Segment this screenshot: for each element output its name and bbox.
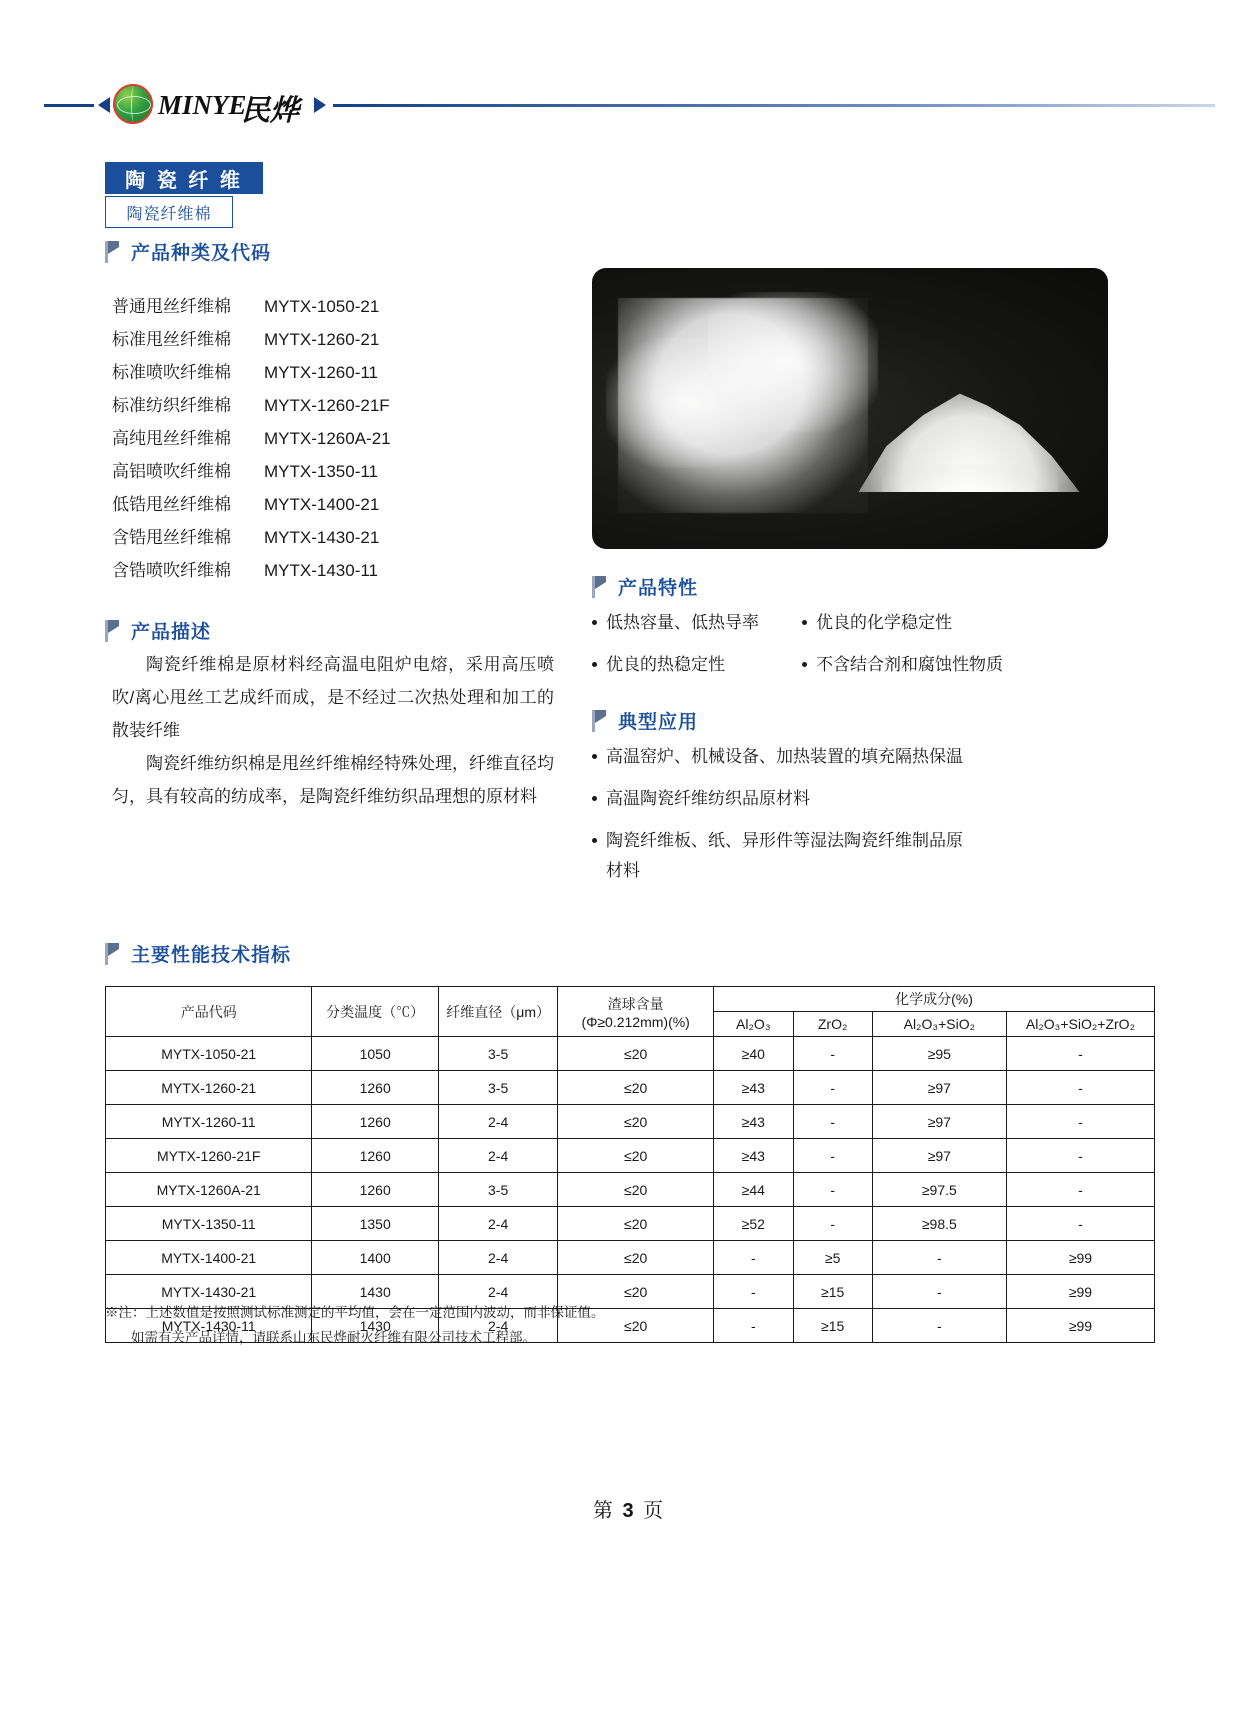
- cell-al2o3-sio2: ≥98.5: [872, 1207, 1006, 1241]
- cell-code: MYTX-1260-21: [106, 1071, 312, 1105]
- cell-zro2: -: [793, 1105, 872, 1139]
- cell-al2o3-sio2-zro2: ≥99: [1006, 1241, 1154, 1275]
- table-row: [106, 1037, 1155, 1071]
- flag-bullet-icon: [105, 241, 119, 263]
- section-heading-codes: [105, 238, 271, 265]
- cell-diameter: 2-4: [438, 1105, 557, 1139]
- list-item: [112, 462, 542, 482]
- th-temperature: 分类温度（℃）: [312, 987, 438, 1037]
- bullet-dot-icon: [592, 662, 597, 667]
- code-name: 标准甩丝纤维棉: [112, 330, 231, 349]
- code-value: MYTX-1260-21: [264, 330, 380, 349]
- section-heading-description: [105, 617, 211, 644]
- code-value: MYTX-1260-11: [264, 363, 379, 382]
- cell-zro2: ≥15: [793, 1309, 872, 1343]
- product-code-list: [112, 297, 542, 594]
- th-al2o3-sio2: Al₂O₃+SiO₂: [872, 1012, 1006, 1037]
- cell-al2o3-sio2-zro2: -: [1006, 1207, 1154, 1241]
- application-text: 高温窑炉、机械设备、加热装置的填充隔热保温: [606, 747, 963, 766]
- logo-text-cn: 民烨: [241, 95, 300, 127]
- section-label: 典型应用: [618, 712, 699, 733]
- cell-al2o3: ≥52: [714, 1207, 794, 1241]
- cell-al2o3-sio2: ≥97: [872, 1139, 1006, 1173]
- list-item: [592, 650, 1112, 680]
- cell-al2o3: -: [714, 1275, 794, 1309]
- cell-ball: ≤20: [558, 1309, 714, 1343]
- table-row: [106, 1139, 1155, 1173]
- code-value: MYTX-1260A-21: [264, 429, 391, 448]
- th-product-code: 产品代码: [106, 987, 312, 1037]
- th-al2o3-sio2-zro2: Al₂O₃+SiO₂+ZrO₂: [1006, 1012, 1154, 1037]
- table-row: [106, 1071, 1155, 1105]
- cell-al2o3-sio2: ≥97: [872, 1071, 1006, 1105]
- cell-diameter: 2-4: [438, 1241, 557, 1275]
- feature-text: 优良的热稳定性: [606, 655, 725, 674]
- table-row: [106, 1173, 1155, 1207]
- cell-al2o3-sio2-zro2: ≥99: [1006, 1275, 1154, 1309]
- header-rule-left: [44, 104, 94, 107]
- cell-zro2: -: [793, 1173, 872, 1207]
- cell-al2o3-sio2: ≥97: [872, 1105, 1006, 1139]
- list-item: [112, 330, 542, 350]
- description-paragraph: 陶瓷纤维纺织棉是甩丝纤维棉经特殊处理，纤维直径均匀，具有较高的纺成率，是陶瓷纤维纺织品理想的原材料: [112, 754, 554, 806]
- list-item: [592, 826, 972, 886]
- cell-code: MYTX-1430-21: [106, 1275, 312, 1309]
- category-title: 陶 瓷 纤 维: [105, 162, 263, 194]
- list-item: [112, 561, 542, 581]
- cell-al2o3-sio2: -: [872, 1309, 1006, 1343]
- cell-al2o3: ≥43: [714, 1105, 794, 1139]
- code-value: MYTX-1430-21: [264, 528, 380, 547]
- bullet-dot-icon: [592, 754, 597, 759]
- cell-al2o3: -: [714, 1241, 794, 1275]
- cell-zro2: ≥15: [793, 1275, 872, 1309]
- cell-ball: ≤20: [558, 1241, 714, 1275]
- th-diameter: 纤维直径（μm）: [438, 987, 557, 1037]
- cell-al2o3: -: [714, 1309, 794, 1343]
- table-row: [106, 1241, 1155, 1275]
- flag-bullet-icon: [592, 576, 606, 598]
- cell-temp: 1260: [312, 1105, 438, 1139]
- cell-diameter: 2-4: [438, 1309, 557, 1343]
- globe-logo-icon: [113, 84, 153, 124]
- cell-al2o3-sio2-zro2: -: [1006, 1105, 1154, 1139]
- cell-al2o3: ≥43: [714, 1071, 794, 1105]
- footnote-line-2: 如需有关产品详情，请联系山东民烨耐火纤维有限公司技术工程部。: [131, 1330, 536, 1345]
- code-value: MYTX-1430-11: [264, 561, 379, 580]
- th-slag-ball-line2: (Φ≥0.212mm)(%): [581, 1013, 690, 1030]
- ceramic-fiber-wool: [618, 298, 868, 513]
- list-item: [592, 784, 972, 814]
- feature-text: 优良的化学稳定性: [816, 613, 952, 632]
- cell-al2o3-sio2: ≥95: [872, 1037, 1006, 1071]
- page-number: [0, 1494, 1258, 1523]
- cell-temp: 1400: [312, 1241, 438, 1275]
- flag-bullet-icon: [592, 710, 606, 732]
- application-text: 高温陶瓷纤维纺织品原材料: [606, 789, 810, 808]
- cell-diameter: 2-4: [438, 1275, 557, 1309]
- cell-temp: 1260: [312, 1173, 438, 1207]
- product-description: [112, 648, 554, 813]
- cell-diameter: 2-4: [438, 1139, 557, 1173]
- th-zro2: ZrO₂: [793, 1012, 872, 1037]
- th-chemical-group: 化学成分(%): [714, 987, 1155, 1012]
- th-al2o3: Al₂O₃: [714, 1012, 794, 1037]
- cell-temp: 1260: [312, 1071, 438, 1105]
- list-item: [112, 429, 542, 449]
- page-prefix: 第: [592, 1500, 615, 1522]
- flag-bullet-icon: [105, 943, 119, 965]
- page-header: [0, 76, 1258, 136]
- cell-code: MYTX-1260A-21: [106, 1173, 312, 1207]
- cell-al2o3: ≥43: [714, 1139, 794, 1173]
- triangle-left-icon: [98, 97, 110, 113]
- cell-diameter: 2-4: [438, 1207, 557, 1241]
- cell-ball: ≤20: [558, 1207, 714, 1241]
- category-subtitle: 陶瓷纤维棉: [105, 196, 233, 228]
- cell-zro2: -: [793, 1207, 872, 1241]
- cell-zro2: -: [793, 1071, 872, 1105]
- cell-diameter: 3-5: [438, 1173, 557, 1207]
- cell-temp: 1260: [312, 1139, 438, 1173]
- page-number-value: 3: [622, 1500, 636, 1522]
- cell-al2o3-sio2: ≥97.5: [872, 1173, 1006, 1207]
- description-paragraph: 陶瓷纤维棉是原材料经高温电阻炉电熔，采用高压喷吹/离心甩丝工艺成纤而成，是不经过二次热处理和加工的散装纤维: [112, 655, 554, 740]
- ceramic-fiber-powder: [854, 372, 1084, 492]
- application-text: 陶瓷纤维板、纸、异形件等湿法陶瓷纤维制品原材料: [606, 831, 963, 880]
- table-row: [106, 1105, 1155, 1139]
- code-name: 含锆甩丝纤维棉: [112, 528, 231, 547]
- cell-ball: ≤20: [558, 1071, 714, 1105]
- applications-list: [592, 742, 972, 898]
- list-item: [592, 742, 972, 772]
- code-value: MYTX-1350-11: [264, 462, 379, 481]
- bullet-dot-icon: [802, 662, 807, 667]
- section-label: 产品特性: [618, 578, 699, 599]
- cell-al2o3-sio2-zro2: -: [1006, 1173, 1154, 1207]
- cell-temp: 1430: [312, 1309, 438, 1343]
- logo-text-en: MINYE: [158, 90, 247, 120]
- section-heading-features: [592, 573, 698, 600]
- section-label: 产品描述: [131, 622, 212, 643]
- cell-temp: 1430: [312, 1275, 438, 1309]
- cell-al2o3: ≥44: [714, 1173, 794, 1207]
- cell-al2o3-sio2: -: [872, 1241, 1006, 1275]
- table-row: [106, 1207, 1155, 1241]
- bullet-dot-icon: [592, 838, 597, 843]
- code-value: MYTX-1260-21F: [264, 396, 390, 415]
- code-name: 含锆喷吹纤维棉: [112, 561, 231, 580]
- list-item: [112, 528, 542, 548]
- feature-text: 低热容量、低热导率: [606, 613, 759, 632]
- spec-table-wrapper: [105, 986, 1155, 1343]
- cell-al2o3-sio2-zro2: -: [1006, 1071, 1154, 1105]
- product-photo: [592, 268, 1108, 549]
- cell-temp: 1050: [312, 1037, 438, 1071]
- cell-zro2: -: [793, 1037, 872, 1071]
- th-slag-ball: [558, 987, 714, 1037]
- cell-al2o3-sio2-zro2: -: [1006, 1037, 1154, 1071]
- features-list: [592, 608, 1112, 692]
- table-footnote: [105, 1300, 1105, 1350]
- cell-diameter: 3-5: [438, 1037, 557, 1071]
- spec-table: [105, 986, 1155, 1343]
- cell-code: MYTX-1050-21: [106, 1037, 312, 1071]
- cell-ball: ≤20: [558, 1139, 714, 1173]
- cell-ball: ≤20: [558, 1173, 714, 1207]
- cell-code: MYTX-1260-11: [106, 1105, 312, 1139]
- page-suffix: 页: [643, 1500, 666, 1522]
- header-rule-right: [333, 104, 1215, 107]
- feature-text: 不含结合剂和腐蚀性物质: [816, 655, 1003, 674]
- table-header-row: [106, 987, 1155, 1012]
- bullet-dot-icon: [802, 620, 807, 625]
- section-label: 主要性能技术指标: [131, 945, 292, 966]
- cell-ball: ≤20: [558, 1105, 714, 1139]
- list-item: [112, 363, 542, 383]
- cell-ball: ≤20: [558, 1037, 714, 1071]
- cell-al2o3-sio2-zro2: ≥99: [1006, 1309, 1154, 1343]
- cell-diameter: 3-5: [438, 1071, 557, 1105]
- code-value: MYTX-1050-21: [264, 297, 380, 316]
- section-heading-applications: [592, 707, 698, 734]
- cell-temp: 1350: [312, 1207, 438, 1241]
- cell-code: MYTX-1260-21F: [106, 1139, 312, 1173]
- bullet-dot-icon: [592, 796, 597, 801]
- cell-zro2: ≥5: [793, 1241, 872, 1275]
- footnote-line-1: ※注：上述数值是按照测试标准测定的平均值，会在一定范围内波动，而非保证值。: [105, 1305, 605, 1320]
- triangle-right-icon: [314, 97, 326, 113]
- flag-bullet-icon: [105, 620, 119, 642]
- list-item: [112, 495, 542, 515]
- section-heading-specs: [105, 940, 291, 967]
- cell-al2o3-sio2-zro2: -: [1006, 1139, 1154, 1173]
- code-name: 高铝喷吹纤维棉: [112, 462, 231, 481]
- code-name: 普通甩丝纤维棉: [112, 297, 231, 316]
- cell-al2o3: ≥40: [714, 1037, 794, 1071]
- table-head: [106, 987, 1155, 1037]
- cell-code: MYTX-1400-21: [106, 1241, 312, 1275]
- cell-al2o3-sio2: -: [872, 1275, 1006, 1309]
- cell-ball: ≤20: [558, 1275, 714, 1309]
- bullet-dot-icon: [592, 620, 597, 625]
- code-name: 标准纺织纤维棉: [112, 396, 231, 415]
- section-label: 产品种类及代码: [131, 243, 272, 264]
- code-name: 低锆甩丝纤维棉: [112, 495, 231, 514]
- list-item: [112, 396, 542, 416]
- cell-code: MYTX-1430-11: [106, 1309, 312, 1343]
- code-value: MYTX-1400-21: [264, 495, 380, 514]
- table-body: [106, 1037, 1155, 1343]
- code-name: 标准喷吹纤维棉: [112, 363, 231, 382]
- code-name: 高纯甩丝纤维棉: [112, 429, 231, 448]
- th-slag-ball-line1: 渣球含量: [607, 995, 664, 1012]
- cell-zro2: -: [793, 1139, 872, 1173]
- list-item: [112, 297, 542, 317]
- cell-code: MYTX-1350-11: [106, 1207, 312, 1241]
- list-item: [592, 608, 1112, 638]
